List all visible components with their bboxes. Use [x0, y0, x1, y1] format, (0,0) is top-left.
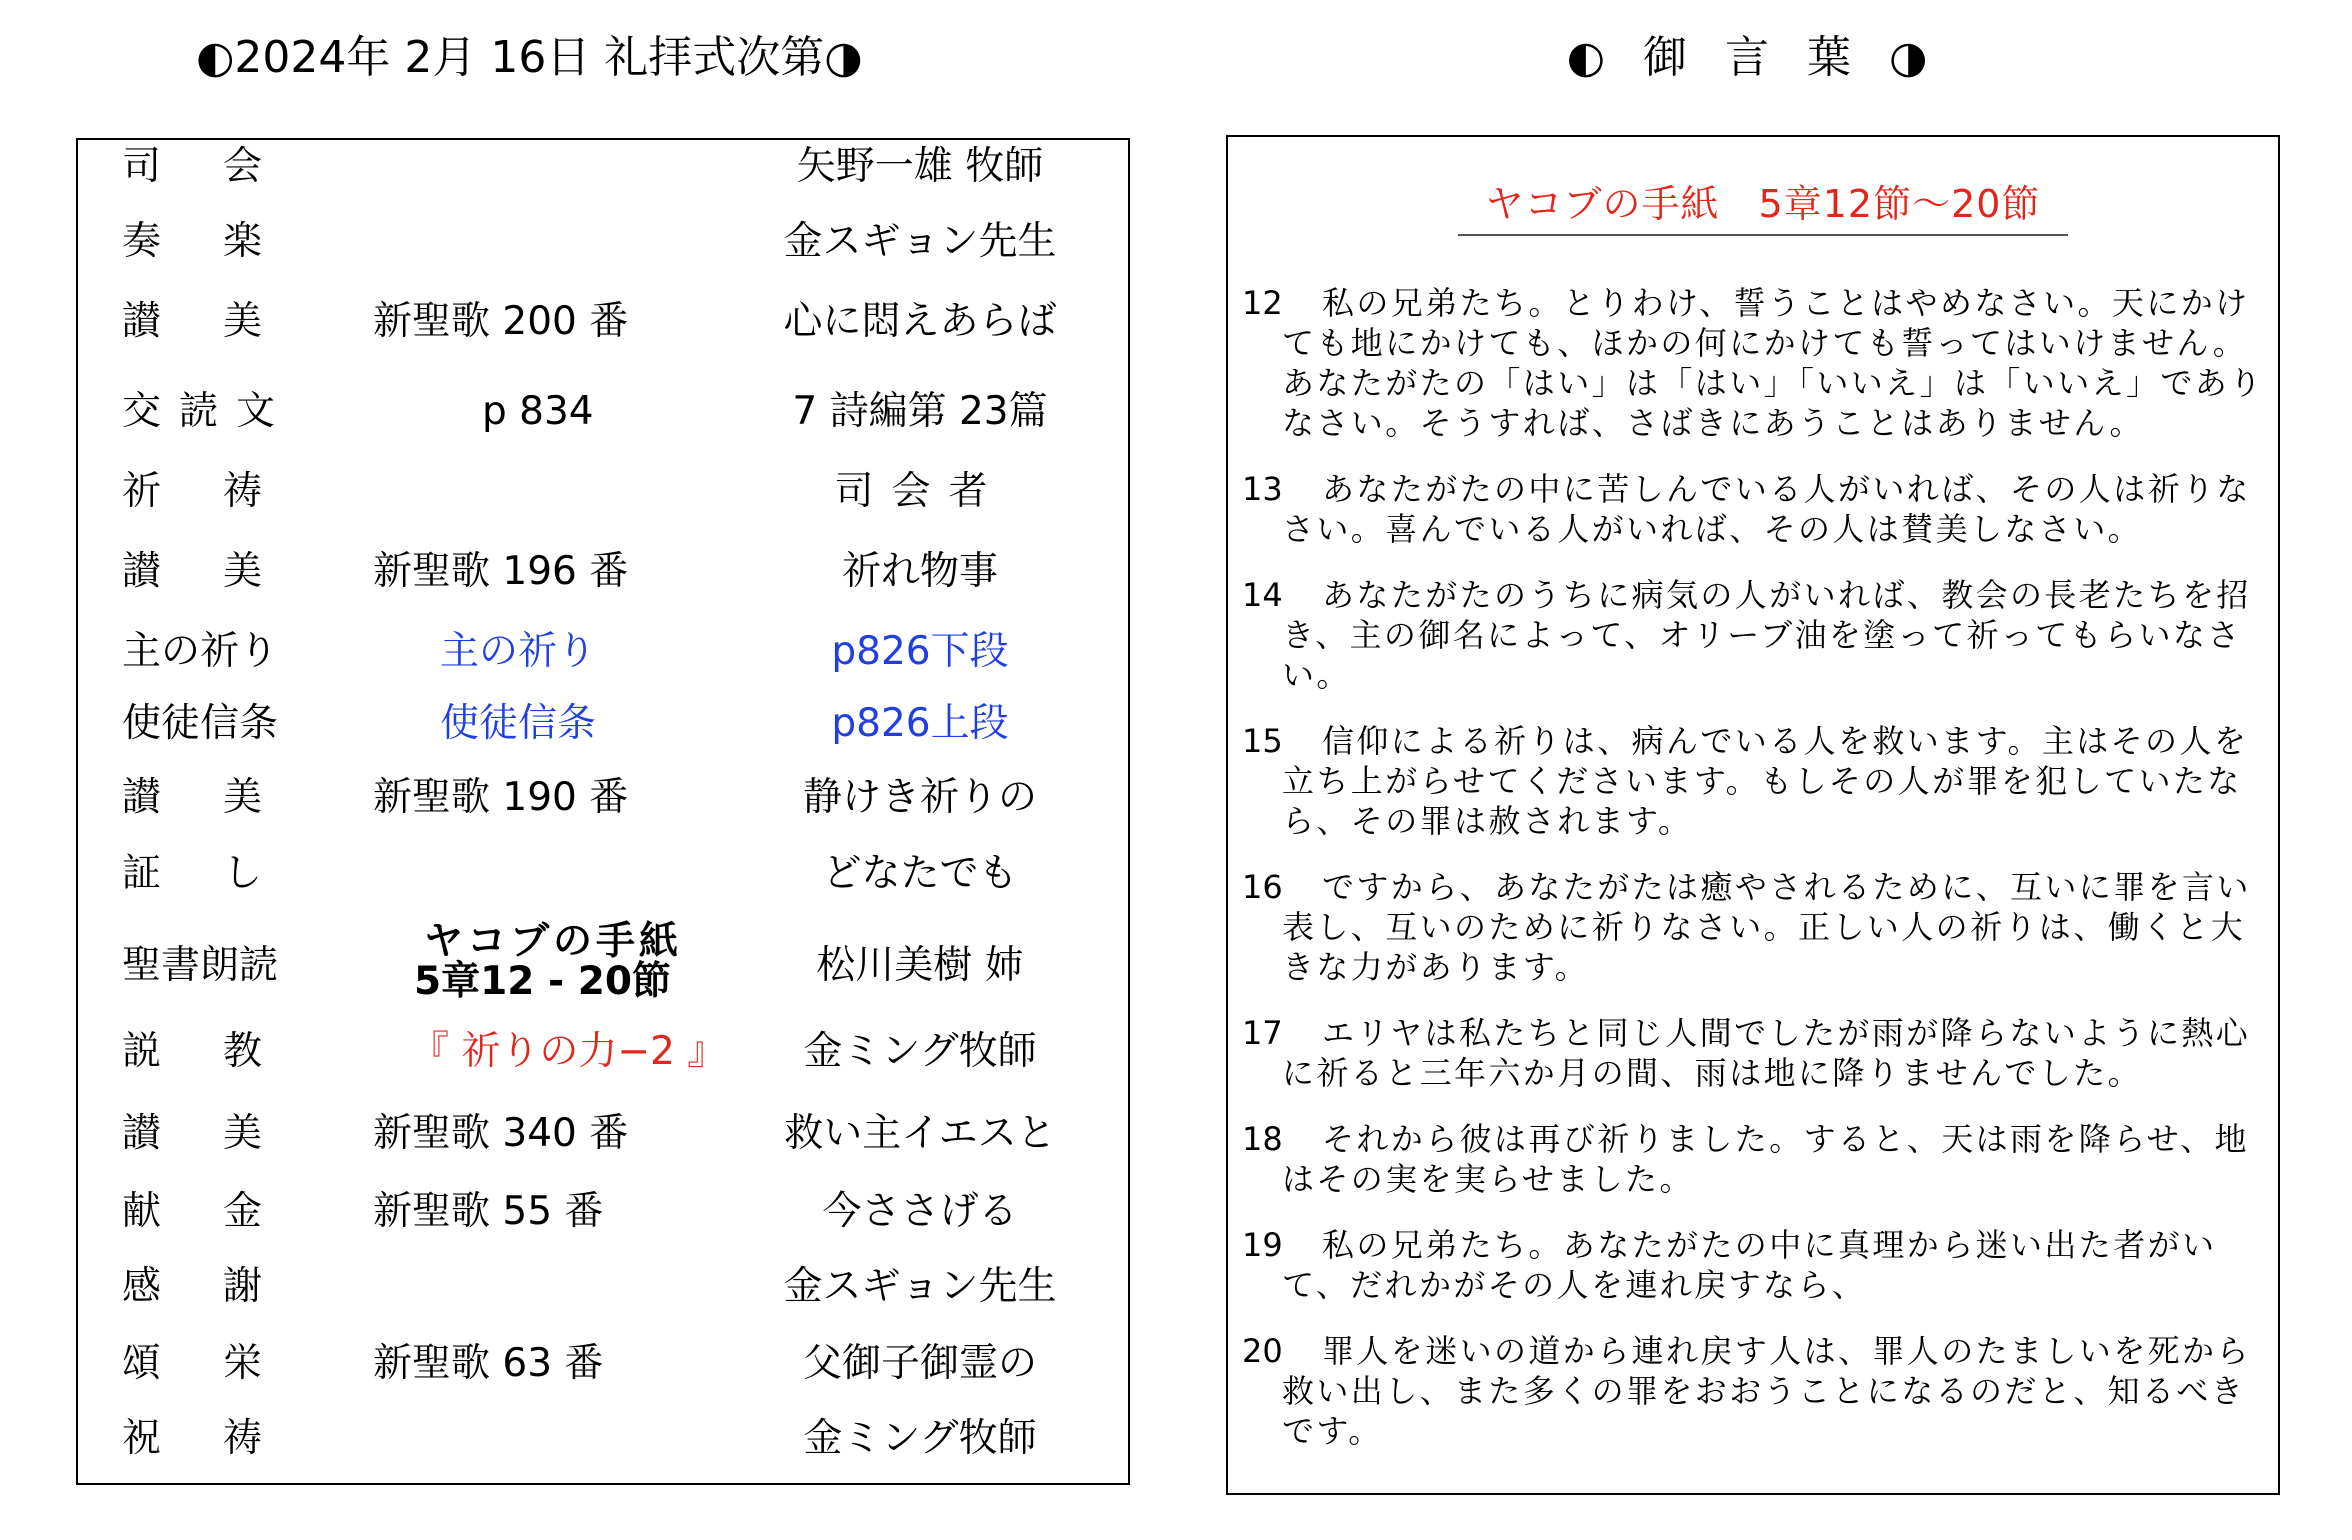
- service-row: [78, 919, 1128, 1032]
- row-label: 説教: [122, 1029, 325, 1074]
- row-person: 金スギョン先生: [783, 219, 1057, 264]
- row-label: 献金: [122, 1189, 325, 1234]
- sermon-title: 『 祈りの力−2 』: [410, 1029, 727, 1074]
- row-person: 金ミング牧師: [803, 1416, 1037, 1461]
- row-label: 讃美: [122, 775, 325, 820]
- order-of-service-panel: [76, 138, 1130, 1485]
- row-person: p826下段: [831, 629, 1009, 674]
- row-detail-line2: 5章12 - 20節: [414, 959, 672, 1004]
- verse-number: 16: [1242, 868, 1283, 906]
- verse-text: それから彼は再び祈りました。すると、天は雨を降らせ、地はその実を実らせました。: [1282, 1120, 2249, 1198]
- verse-list: [1242, 283, 2268, 1477]
- verse-number: 15: [1242, 722, 1283, 760]
- row-detail: 新聖歌 196 番: [373, 549, 629, 594]
- verse: [1242, 1225, 2268, 1305]
- row-person: 心に悶えあらば: [783, 299, 1057, 344]
- row-person: 矢野一雄 牧師: [796, 144, 1044, 189]
- row-person: 今ささげる: [822, 1189, 1018, 1234]
- verse-number: 20: [1242, 1332, 1283, 1370]
- row-label: 使徒信条: [122, 701, 279, 746]
- verse-text: エリヤは私たちと同じ人間でしたが雨が降らないように熱心に祈ると三年六か月の間、雨は地に降りませんでした。: [1282, 1014, 2251, 1092]
- scripture-title: ◐ 御 言 葉 ◑: [1566, 32, 1940, 83]
- verse-text: 私の兄弟たち。とりわけ、誓うことはやめなさい。天にかけても地にかけても、ほかの何にかけても誓ってはいけません。あなたがたの「はい」は「はい」「いいえ」は「いいえ」でありなさい。そうすれば、さばきにあうことはありません。: [1282, 284, 2264, 442]
- row-label: 祈祷: [122, 469, 325, 514]
- row-label: 祝祷: [122, 1416, 325, 1461]
- verse-text: ですから、あなたがたは癒やされるために、互いに罪を言い表し、互いのために祈りなさい。正しい人の祈りは、働くと大きな力があります。: [1282, 868, 2251, 986]
- verse-text: 信仰による祈りは、病んでいる人を救います。主はその人を立ち上がらせてくださいます。もしその人が罪を犯していたなら、その罪は赦されます。: [1282, 722, 2249, 840]
- row-person: 7 詩編第 23篇: [792, 389, 1048, 434]
- scripture-panel: [1226, 135, 2280, 1495]
- row-label: 讃美: [122, 299, 325, 344]
- verse-number: 12: [1242, 284, 1283, 322]
- row-detail: 使徒信条: [440, 701, 597, 746]
- order-of-service-title: ◐2024年 2月 16日 礼拝式次第◑: [196, 32, 863, 83]
- verse-number: 17: [1242, 1014, 1283, 1052]
- row-label: 交読文: [122, 389, 294, 434]
- row-label: 聖書朗読: [122, 943, 279, 988]
- row-person: 父御子御霊の: [802, 1341, 1037, 1386]
- row-person: 祈れ物事: [841, 549, 998, 594]
- row-label: 讃美: [122, 1111, 325, 1156]
- row-person: 静けき祈りの: [802, 775, 1037, 820]
- row-person: どなたでも: [822, 851, 1018, 896]
- row-label: 主の祈り: [122, 629, 279, 674]
- row-label: 讃美: [122, 549, 325, 594]
- verse-number: 14: [1242, 576, 1283, 614]
- verse: [1242, 1013, 2268, 1093]
- verse-text: あなたがたの中に苦しんでいる人がいれば、その人は祈りなさい。喜んでいる人がいれば、その人は賛美しなさい。: [1282, 470, 2251, 548]
- row-label: 奏楽: [122, 219, 325, 264]
- row-person: 松川美樹 姉: [816, 943, 1024, 988]
- row-detail: 新聖歌 340 番: [373, 1111, 629, 1156]
- row-person: 救い主イエスと: [784, 1111, 1056, 1156]
- row-label: 感謝: [122, 1264, 325, 1309]
- row-person: p826上段: [831, 701, 1009, 746]
- verse-number: 19: [1242, 1226, 1283, 1264]
- row-label: 証し: [122, 851, 325, 896]
- row-label: 頌栄: [122, 1341, 325, 1386]
- row-person: 金ミング牧師: [803, 1029, 1037, 1074]
- row-detail: 新聖歌 190 番: [373, 775, 629, 820]
- verse: [1242, 469, 2268, 549]
- verse-text: 私の兄弟たち。あなたがたの中に真理から迷い出た者がいて、だれかがその人を連れ戻すなら、: [1282, 1226, 2217, 1304]
- verse-number: 18: [1242, 1120, 1283, 1158]
- row-detail: 新聖歌 200 番: [373, 299, 629, 344]
- verse: [1242, 1331, 2268, 1451]
- row-detail: 新聖歌 55 番: [373, 1189, 604, 1234]
- verse: [1242, 283, 2268, 443]
- row-detail: 新聖歌 63 番: [373, 1341, 604, 1386]
- verse-text: あなたがたのうちに病気の人がいれば、教会の長老たちを招き、主の御名によって、オリーブ油を塗って祈ってもらいなさい。: [1282, 576, 2251, 694]
- verse: [1242, 575, 2268, 695]
- row-label: 司会: [122, 144, 325, 189]
- verse-number: 13: [1242, 470, 1283, 508]
- verse-text: 罪人を迷いの道から連れ戻す人は、罪人のたましいを死から救い出し、また多くの罪をおおうことになるのだと、知るべきです。: [1282, 1332, 2251, 1450]
- row-detail: p 834: [482, 389, 594, 434]
- row-detail: 主の祈り: [440, 629, 597, 674]
- verse: [1242, 867, 2268, 987]
- verse: [1242, 1119, 2268, 1199]
- verse: [1242, 721, 2268, 841]
- passage-heading: ヤコブの手紙 5章12節～20節: [1458, 173, 2068, 236]
- row-person: 金スギョン先生: [783, 1264, 1057, 1309]
- row-person: 司会者: [834, 469, 1006, 514]
- row-detail-line1: ヤコブの手紙: [424, 919, 683, 964]
